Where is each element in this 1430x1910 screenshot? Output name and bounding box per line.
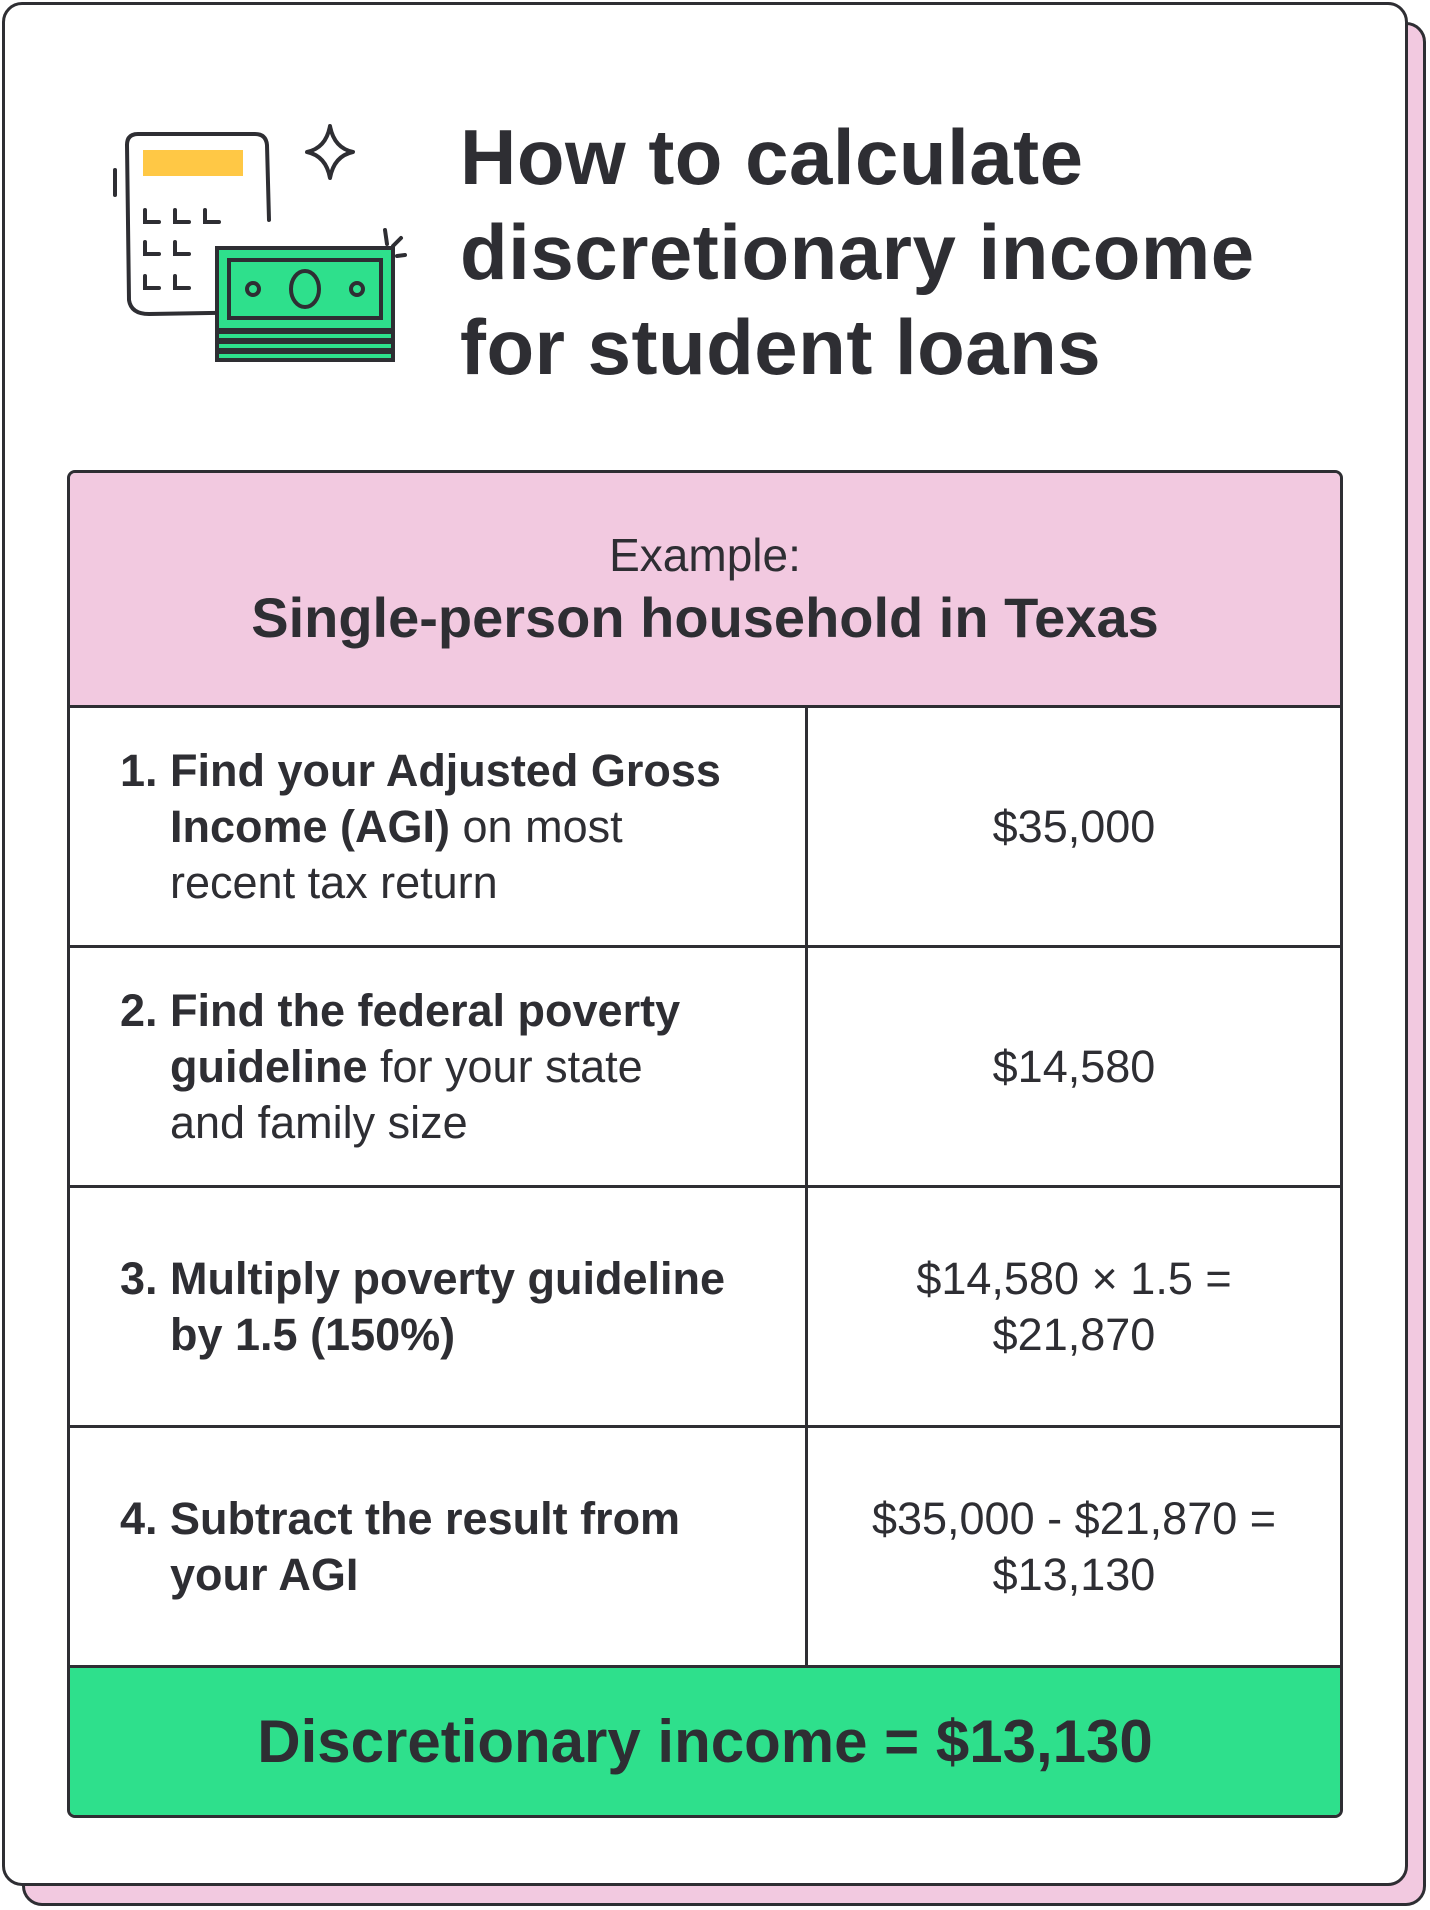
step-emphasis: Subtract the result from your AGI [170,1492,681,1600]
title-line: How to calculate [460,113,1084,201]
step-row [70,1428,1340,1668]
step-value: $21,870 [992,1308,1156,1360]
step-row [70,1188,1340,1428]
step-number: 4. [120,1492,158,1544]
step-value-cell [808,1428,1340,1665]
step-row [70,948,1340,1188]
result-banner: Discretionary income = $13,130 [70,1668,1340,1815]
example-table [67,470,1343,1818]
step-row [70,708,1340,948]
calculator-cash-illustration [105,120,415,380]
example-title: Single-person household in Texas [251,586,1159,649]
step-description-cell [70,948,808,1185]
title-line: for student loans [460,303,1102,391]
cash-stack-icon [217,230,405,360]
step-text [120,983,730,1151]
step-text [120,743,730,911]
step-number: 2. [120,984,158,1036]
step-text [120,1491,730,1603]
example-header [70,473,1340,708]
step-emphasis: Find the federal poverty guideline [170,984,681,1092]
step-value: $35,000 [992,800,1156,852]
step-value: $13,130 [992,1548,1156,1600]
step-number: 1. [120,744,158,796]
page-title [460,110,1360,395]
step-description-cell [70,708,808,945]
step-value-cell [808,948,1340,1185]
step-detail: on most recent tax return [170,800,623,908]
step-number: 3. [120,1252,158,1304]
step-value: $35,000 - $21,870 = [871,1492,1277,1544]
step-detail: for your state and family size [170,1040,643,1148]
step-value: $14,580 [992,1040,1156,1092]
step-description-cell [70,1428,808,1665]
step-value: $14,580 × 1.5 = [916,1252,1232,1304]
step-value-cell [808,708,1340,945]
step-description-cell [70,1188,808,1425]
step-value-cell [808,1188,1340,1425]
example-label: Example: [609,529,801,581]
title-line: discretionary income [460,208,1255,296]
step-text [120,1251,730,1363]
sparkle-icon [307,126,353,178]
step-emphasis: Multiply poverty guideline by 1.5 (150%) [170,1252,726,1360]
step-emphasis: Find your Adjusted Gross Income (AGI) [170,744,721,852]
